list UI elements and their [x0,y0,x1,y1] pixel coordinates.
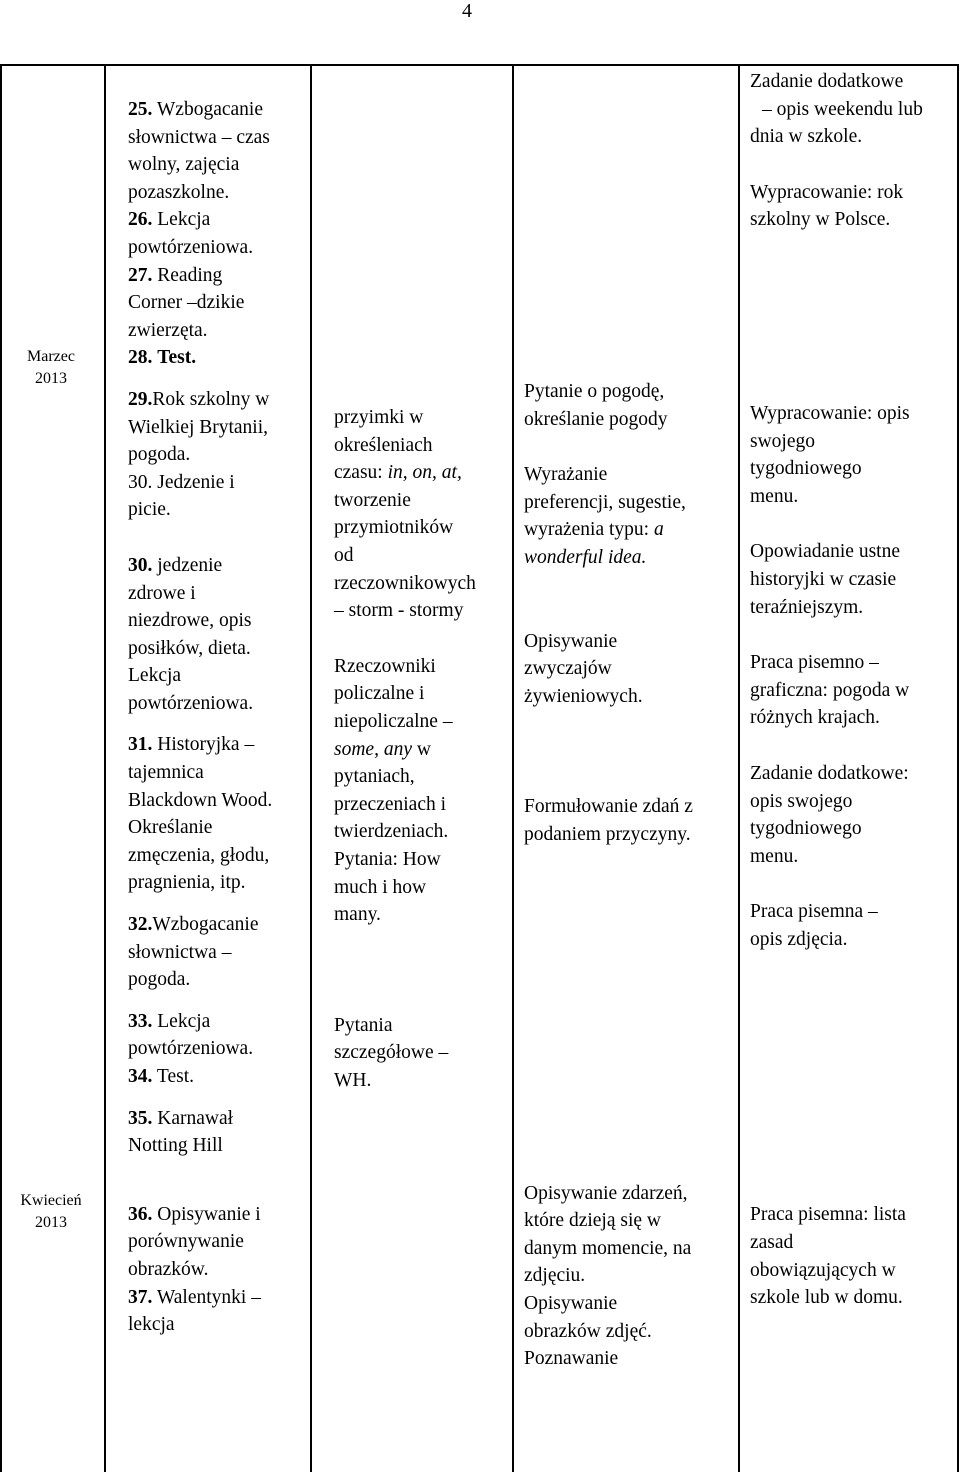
lesson-35: 35. Karnawał Notting Hill [128,1107,234,1157]
function-describing-events: Opisywanie zdarzeń, które dzieją się w danym momencie, na zdjęciu. Opisywanie obrazków zdjęć. Poznawanie [524,1182,692,1370]
lesson-30a: 30. Jedzenie i picie. [128,471,235,521]
task-weather-graphic: Praca pisemno – graficzna: pogoda w różnych krajach. [750,652,910,729]
functions-column [524,378,738,1373]
function-eating-habits: Opisywanie zwyczajów żywieniowych. [524,630,643,707]
task-story: Opowiadanie ustne historyjki w czasie teraźniejszym. [750,541,901,618]
month-march [10,346,92,390]
function-weather: Pytanie o pogodę, określanie pogody [524,381,668,430]
lesson-25: 25. Wzbogacanie słownictwa – czas wolny, zajęcia pozaszkolne. [128,99,270,203]
lesson-28: 28. Test. [128,347,197,369]
lesson-36: 36. Opisywanie i porównywanie obrazków. [128,1203,261,1280]
month-year: 2013 [35,370,67,387]
lesson-27: 27. Reading Corner –dzikie zwierzęta. [128,264,245,341]
grammar-column [334,404,512,1094]
lesson-26: 26. Lekcja powtórzeniowa. [128,209,254,258]
task-extra-menu: Zadanie dodatkowe: opis swojego tygodniowego menu. [750,762,909,867]
task-menu: Wypracowanie: opis swojego tygodniowego menu. [750,402,910,507]
grammar-nouns: Rzeczowniki policzalne i niepoliczalne – some, any w pytaniach, przeczeniach i twierdzeniach. Pytania: How much i how many. [334,655,453,926]
task-school-year: Wypracowanie: rok szkolny w Polsce. [750,181,904,231]
function-preferences: Wyrażanie preferencji, sugestie, wyrażenia typu: a wonderful idea. [524,464,686,568]
task-rules: Praca pisemna: lista zasad obowiązujących w szkole lub w domu. [750,1204,906,1309]
tasks-column [750,68,958,1312]
table-top-border [0,64,959,66]
lesson-31: 31. Historyjka – tajemnica Blackdown Wood. Określanie zmęczenia, głodu, pragnienia, itp. [128,734,273,894]
page-number: 4 [462,0,472,22]
function-reasons: Formułowanie zdań z podaniem przyczyny. [524,796,693,845]
month-year: 2013 [35,1214,67,1231]
column-divider-4 [738,64,740,1472]
column-divider-3 [512,64,514,1472]
lesson-34: 34. Test. [128,1066,194,1087]
lesson-33: 33. Lekcja powtórzeniowa. [128,1010,254,1060]
column-divider-1 [104,64,106,1472]
grammar-prepositions: przyimki w określeniach czasu: in, on, at, tworzenie przymiotników od rzeczownikowych – storm - stormy [334,407,476,622]
task-photo: Praca pisemna – opis zdjęcia. [750,901,878,950]
grammar-wh-questions: Pytania szczegółowe – WH. [334,1014,449,1091]
lessons-column [128,96,310,1339]
lesson-30b: 30. jedzenie zdrowe i niezdrowe, opis posiłków, dieta. Lekcja powtórzeniowa. [128,554,254,714]
month-name: Kwiecień [20,1192,82,1209]
lesson-29: 29.Rok szkolny w Wielkiej Brytanii, pogoda. [128,388,270,466]
month-april [10,1190,92,1234]
lesson-37: 37. Walentynki – lekcja [128,1286,261,1336]
task-weekend: Zadanie dodatkowe – opis weekendu lub dnia w szkole. [750,71,923,148]
lesson-32: 32.Wzbogacanie słownictwa – pogoda. [128,914,259,991]
month-name: Marzec [27,348,75,365]
column-divider-2 [310,64,312,1472]
